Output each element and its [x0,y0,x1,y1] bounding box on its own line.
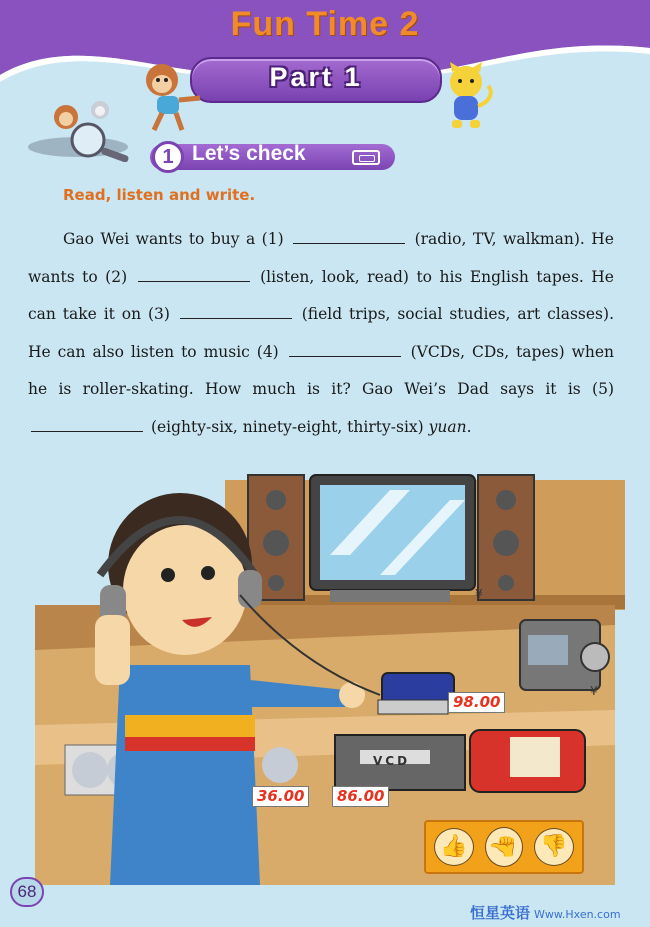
passage-text: (radio, TV, walkman). He wants to (2) [28,230,614,286]
blank-5[interactable] [31,417,143,432]
section-number: 1 [152,141,184,173]
monkey-jumping-illustration [132,58,212,133]
passage-text: . [466,417,472,436]
part-label: Part 1 [269,62,363,92]
thumbs-down-icon[interactable]: 👎 [534,828,574,866]
watermark-text: 恒星英语 [470,904,531,922]
price-tag: 36.00 [252,786,309,807]
part-banner [190,57,442,103]
vcd-player-label: VCD [373,754,411,768]
yuan-price-card: ¥ [590,684,598,698]
monkey-magnifier-illustration [18,92,133,162]
site-watermark [470,902,621,923]
electronics-shop-illustration [0,445,650,885]
blank-2[interactable] [138,267,250,282]
exercise-passage [28,221,614,446]
price-tag: 86.00 [332,786,389,807]
passage-text: Gao Wei wants to buy a (1) [63,230,284,248]
passage-italic-word: yuan [428,417,467,436]
passage-text: (eighty-six, ninety-eight, thirty-six) [150,417,424,436]
thumbs-up-icon[interactable]: 👍 [434,828,474,866]
blank-4[interactable] [289,342,401,357]
cat-illustration [438,62,498,130]
passage-text: (listen, look, read) to his English tapes. He can take it on (3) [28,267,614,323]
thumbs-sideways-icon[interactable]: 👍 [485,827,523,867]
yuan-price-card: ¥ [475,587,483,601]
page-number: 68 [10,877,44,907]
cassette-tape-icon [352,150,380,165]
blank-1[interactable] [293,229,405,244]
exercise-instruction: Read, listen and write. [63,186,256,204]
watermark-url: Www.Hxen.com [534,908,621,921]
passage-text: (field trips, social studies, art classes). He can also listen to music (4) [28,305,614,361]
section-title: Let’s check [192,142,306,165]
passage-text: (VCDs, CDs, tapes) when he is roller-skating. How much is it? Gao Wei’s Dad says it is (5) [28,342,614,398]
self-assessment-panel [424,820,584,874]
page-title: Fun Time 2 [230,5,420,43]
blank-3[interactable] [180,304,292,319]
price-tag: 98.00 [448,692,505,713]
